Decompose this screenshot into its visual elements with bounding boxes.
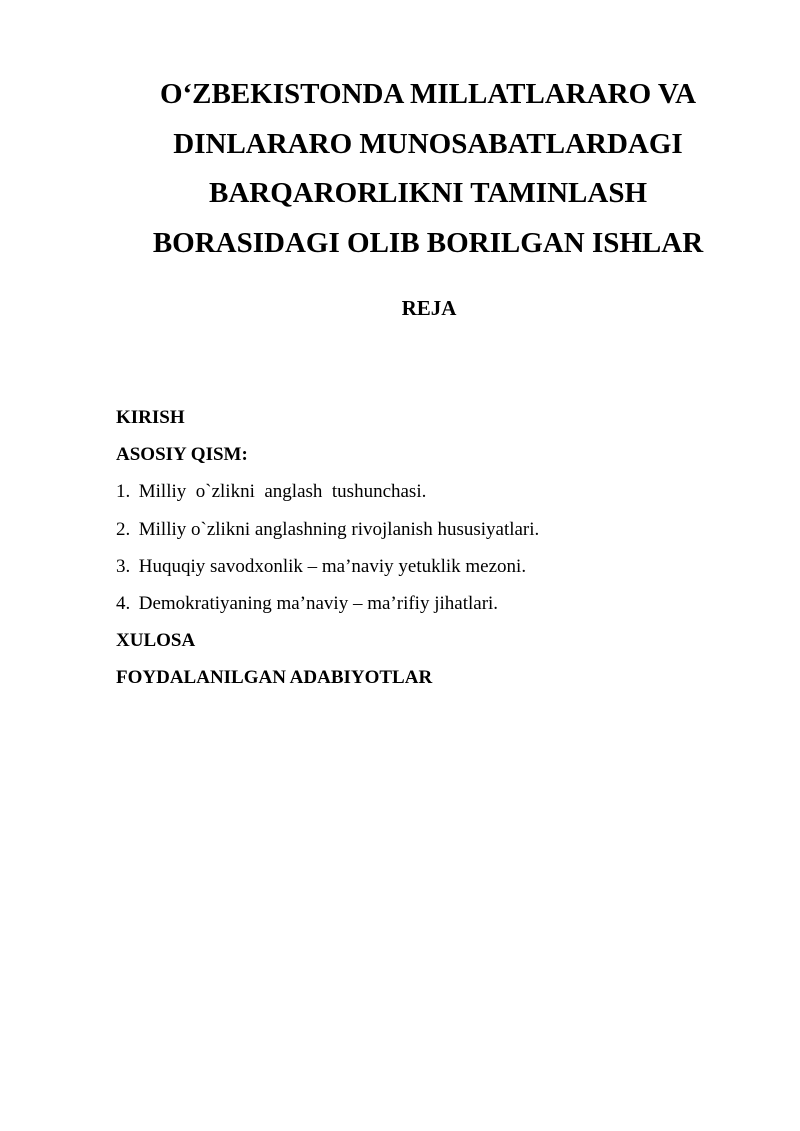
plan-item	[116, 552, 539, 589]
plan-item-number: 4.	[116, 592, 131, 614]
title-line: O‘ZBEKISTONDA MILLATLARARO VA	[159, 78, 697, 110]
plan-outline	[116, 403, 539, 701]
intro-heading: KIRISH	[116, 407, 185, 428]
plan-item-number: 3.	[116, 555, 131, 577]
plan-item-text: Demokratiyaning ma’naviy – ma’rifiy jihatlari.	[138, 592, 499, 614]
title-line: DINLARARO MUNOSABATLARDAGI	[173, 127, 683, 160]
plan-item-number: 2.	[116, 518, 131, 540]
conclusion-heading: XULOSA	[116, 630, 196, 652]
document-title	[130, 70, 726, 268]
plan-item	[116, 477, 539, 514]
main-part-heading: ASOSIY QISM:	[116, 444, 248, 466]
plan-item	[116, 589, 539, 626]
plan-item-text: Milliy o`zlikni anglashning rivojlanish hususiyatlari.	[138, 518, 540, 540]
plan-item-number: 1.	[116, 481, 131, 503]
plan-item-text: Huquqiy savodxonlik – ma’naviy yetuklik mezoni.	[138, 555, 527, 577]
plan-heading: REJA	[401, 296, 457, 320]
references-heading: FOYDALANILGAN ADABIYOTLAR	[116, 667, 433, 689]
plan-item	[116, 515, 539, 552]
title-line: BARQARORLIKNI TAMINLASH	[208, 177, 648, 209]
title-line: BORASIDAGI OLIB BORILGAN ISHLAR	[152, 226, 704, 259]
plan-item-text: Milliy o`zlikni anglash tushunchasi.	[138, 481, 427, 503]
